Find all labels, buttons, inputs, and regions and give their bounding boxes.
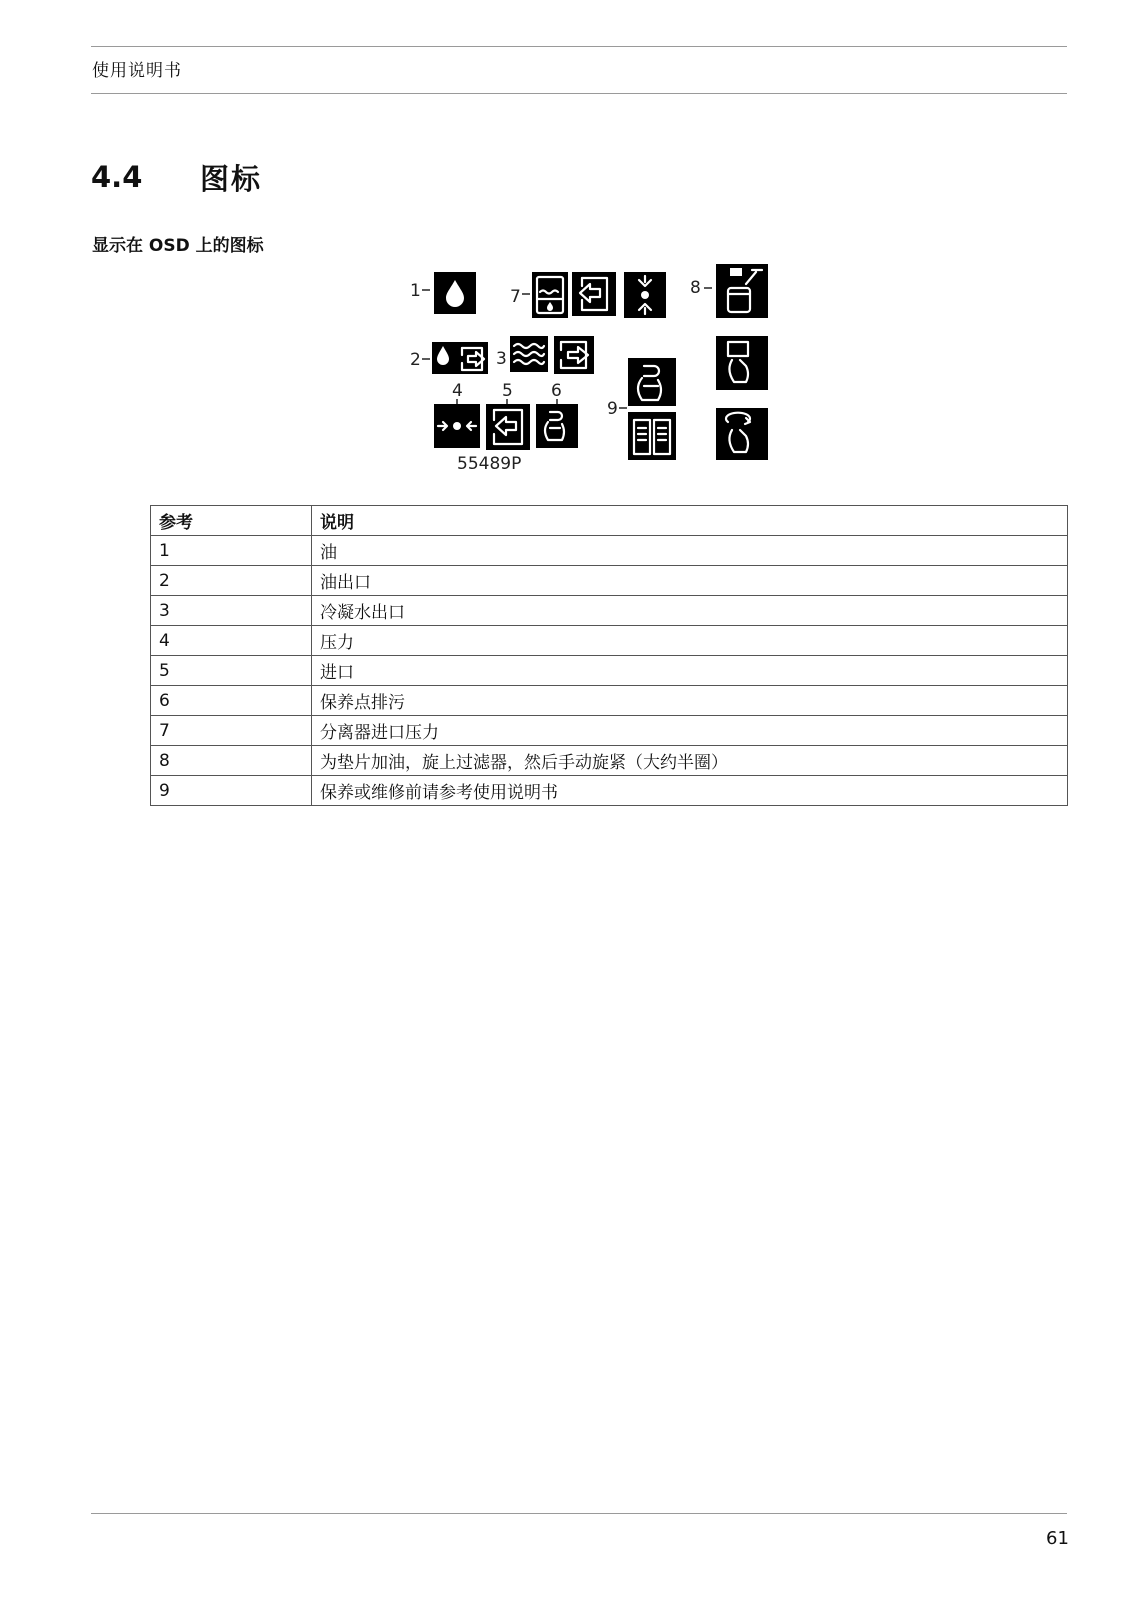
col-header-description: 说明 — [312, 506, 1068, 536]
table-row — [151, 656, 1068, 686]
figure-label-2: 2 — [410, 350, 421, 370]
oil-drop-icon — [434, 272, 476, 314]
figure-label-9: 9 — [607, 399, 618, 419]
page-number: 61 — [1046, 1528, 1069, 1549]
maintenance-drain-icon — [536, 404, 578, 448]
figure-label-7: 7 — [510, 287, 521, 307]
ref-cell: 1 — [151, 536, 312, 566]
header-title: 使用说明书 — [92, 61, 182, 81]
ref-cell: 8 — [151, 746, 312, 776]
table-row — [151, 566, 1068, 596]
footer-rule — [91, 1513, 1067, 1514]
figure-label-6: 6 — [551, 381, 562, 401]
separator-inlet-pressure-icon — [532, 272, 666, 318]
oil-outlet-icon — [432, 342, 488, 374]
desc-cell: 分离器进口压力 — [312, 716, 1068, 746]
subheading: 显示在 OSD 上的图标 — [92, 236, 264, 256]
ref-cell: 2 — [151, 566, 312, 596]
table-row — [151, 596, 1068, 626]
col-header-reference: 参考 — [151, 506, 312, 536]
filter-install-icon — [716, 264, 768, 460]
ref-cell: 6 — [151, 686, 312, 716]
figure-label-4: 4 — [452, 381, 463, 401]
section-title: 图标 — [200, 162, 263, 196]
ref-cell: 9 — [151, 776, 312, 806]
desc-cell: 冷凝水出口 — [312, 596, 1068, 626]
table-row — [151, 746, 1068, 776]
table-header-row — [151, 506, 1068, 536]
table-row — [151, 536, 1068, 566]
desc-cell: 油出口 — [312, 566, 1068, 596]
desc-cell: 油 — [312, 536, 1068, 566]
inlet-icon — [486, 404, 530, 450]
desc-cell: 保养或维修前请参考使用说明书 — [312, 776, 1068, 806]
pressure-icon — [434, 404, 480, 448]
figure-label-3: 3 — [496, 349, 507, 369]
figure-label-8: 8 — [690, 278, 701, 298]
table-row — [151, 686, 1068, 716]
section-number: 4.4 — [91, 160, 143, 194]
header-bottom-rule — [91, 93, 1067, 94]
table-row — [151, 626, 1068, 656]
ref-cell: 4 — [151, 626, 312, 656]
table-row — [151, 776, 1068, 806]
figure-label-5: 5 — [502, 381, 513, 401]
ref-cell: 5 — [151, 656, 312, 686]
ref-cell: 7 — [151, 716, 312, 746]
figure-label-1: 1 — [410, 281, 421, 301]
desc-cell: 为垫片加油，旋上过滤器，然后手动旋紧（大约半圈） — [312, 746, 1068, 776]
ref-cell: 3 — [151, 596, 312, 626]
osd-icons-figure — [410, 262, 790, 484]
header-top-rule — [91, 46, 1067, 47]
figure-code: 55489P — [457, 454, 522, 474]
manual-icon — [628, 358, 676, 460]
reference-table — [150, 505, 1068, 806]
desc-cell: 压力 — [312, 626, 1068, 656]
desc-cell: 保养点排污 — [312, 686, 1068, 716]
condensate-outlet-icon — [510, 336, 594, 374]
table-row — [151, 716, 1068, 746]
desc-cell: 进口 — [312, 656, 1068, 686]
